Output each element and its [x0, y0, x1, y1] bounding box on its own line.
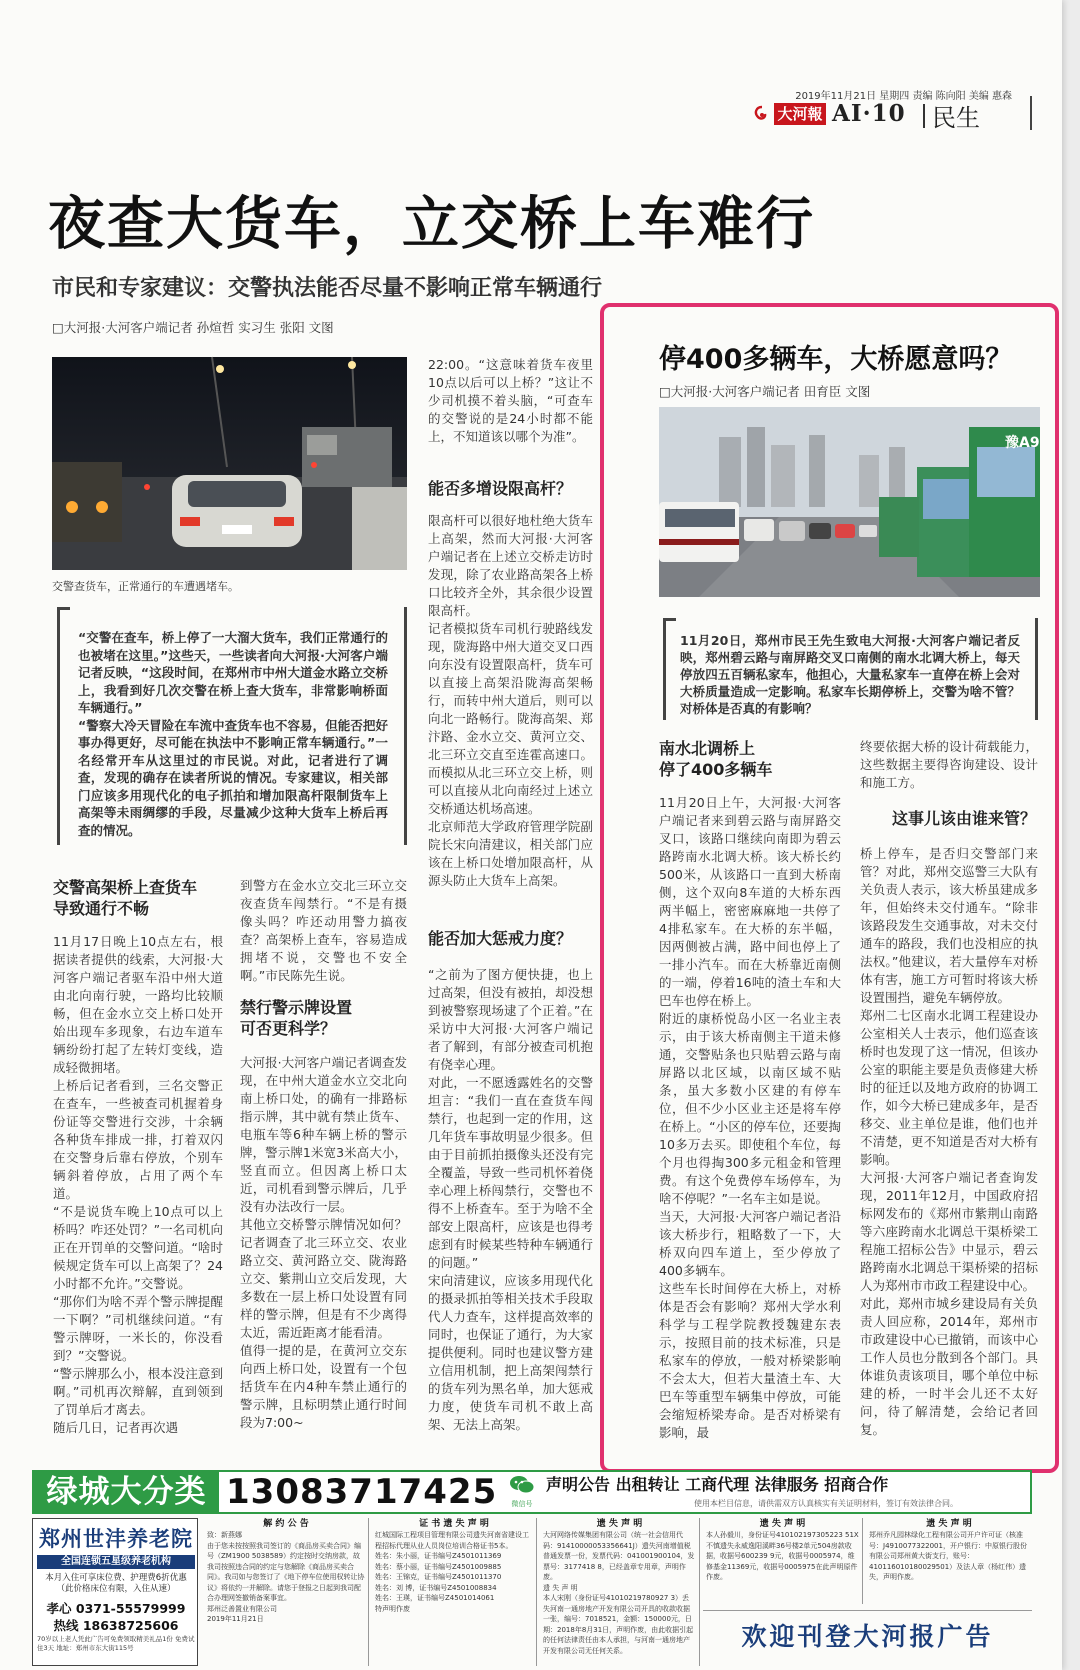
notice-1 — [204, 1518, 369, 1666]
notice-4-body: 本人孙毅川，身份证号410102197305223 51X不慎遗失永威逸阳溪畔36号楼2单元504房款收据，收据号600239 9元，收据号0005974，维修基金11369元，收据号0005975在此声明原件作废。 — [706, 1531, 859, 1581]
main-subhead: 市民和专家建议：交警执法能否尽量不影响正常车辆通行 — [52, 276, 603, 301]
paper-logo — [752, 103, 826, 127]
truck-plate-text: 豫A9 — [1005, 435, 1040, 451]
main-column-2b: 大河报·大河客户端记者调查发现，在中州大道金水立交北向南上桥口处，的确有一排路标指示牌，其中就有禁止货车、电瓶车等6种车辆上桥的警示牌，警示牌1米宽3米高大小，竖直而立。但因离上桥口太近，司机看到警示牌后，几乎没有办法改行一层。 其他立交桥警示牌情况如何？记者调查了北三环立交、农业路立交、黄河路立交、陇海路立交、紫荆山立交后发现，大多数在一层上桥口处设置有同样的警示牌，但是有不少离得太近，需近距离才能看清。 值得一提的是，在黄河立交东向西上桥口处，设置有一个包括货车在内4种车禁止通行的警示牌，且标明禁止通行时间段为7:00~ — [240, 1055, 407, 1430]
main-subhead-1: 交警高架桥上查货车 导致通行不畅 — [53, 878, 198, 918]
notice-2-title: 证 书 遗 失 声 明 — [419, 1519, 489, 1529]
wechat-badge — [504, 1474, 540, 1510]
wechat-label: 微信号 — [511, 1500, 533, 1508]
notice-4-title: 遗 失 声 明 — [759, 1519, 806, 1529]
notice-2 — [372, 1518, 537, 1666]
elder-care-phone-1: 孝心 0371-55579999 — [46, 1601, 186, 1616]
header-rule — [1030, 96, 1032, 130]
notice-2-body: 红城国际工程项目管理有限公司遗失河南省建设工程招标代理从业人员岗位培训合格证书5本。 姓名：朱小丽，证书编号Z4501011369 姓名：蔡小丽，证书编号Z4501009885 姓名：王锦克，证书编号Z4501011370 姓名：刘 博，证书编号Z4501008834 姓名：王瑛，证书编号Z4501014061 特声明作废 — [375, 1531, 529, 1613]
ad-banner-phone: 13083717425 — [226, 1472, 498, 1512]
main-byline: □大河报·大河客户端记者 孙煊哲 实习生 张阳 文图 — [52, 320, 334, 335]
side-column-1: 11月20日上午，大河报·大河客户端记者来到碧云路与南屏路交叉口，该路口继续向南即为碧云路跨南水北调大桥。该大桥长约500米，从该路口一直到大桥南侧，这个双向8车道的大桥东西两半幅上，密密麻麻地一共停了4排私家车。在大桥的东半幅，因两侧被占满，路中间也停上了一排小汽车。而在大桥靠近南侧的一端，停着16吨的渣土车和大巴车也停在桥上。 附近的康桥悦岛小区一名业主表示，由于该大桥南侧主干道未修通，交警贴条也只贴碧云路与南屏路以北区域，以南区域不贴条，虽大多数小区建的有停车位，但不少小区业主还是将车停在桥上。“小区的停车位，还要掏10多万去买。即使租个车位，每个月也得掏300多元租金和管理费。有这个免费停车场停车，为啥不停呢？”一名车主如是说。 当天，大河报·大河客户端记者沿该大桥步行，粗略数了一下，大桥双向四车道上，至少停放了400多辆车。 这些车长时间停在大桥上，对桥体是否会有影响？郑州大学水利科学与工程学院教授魏建东表示，按照目前的技术标准，只是私家车的停放，一般对桥梁影响不会太大，但若大量渣土车、大巴车等重型车辆集中停放，可能会缩短桥梁寿命。是否对桥梁有影响，最 — [659, 795, 841, 1440]
side-headline: 停400多辆车，大桥愿意吗？ — [659, 344, 1013, 375]
side-byline: □大河报·大河客户端记者 田育臣 文图 — [659, 384, 871, 399]
elder-care-desc: 本月入住可享床位费、护理费6折优惠 （此价格床位有限，入住从速） — [45, 1573, 187, 1594]
notice-5 — [866, 1518, 1032, 1604]
ad-banner — [32, 1470, 1032, 1514]
notice-1-body: 致：新燕娜 由于您未按按照我司签订的《商品房买卖合同》编号（ZM1900 5038589）约定按时交纳房款，故我司按照违合同的约定与您解除《商品房买卖合同》。我司如与您签订了《地下停车位使用权转让协议》将依约一并解除。请您于登报之日起到我司配合办理网签撤销备案事宜。 郑州泛善置业有限公司 2019年11月21日 — [207, 1531, 365, 1623]
ad-banner-title: 绿城大分类 — [34, 1472, 219, 1512]
header-divider — [923, 104, 925, 128]
main-headline: 夜查大货车，立交桥上车难行 — [48, 191, 815, 257]
bridge-parking-image — [659, 407, 1040, 597]
main-column-3b: 限高杆可以很好地杜绝大货车上高架，然而大河报·大河客户端记者在上述立交桥走访时发现，除了农业路高架各上桥口比较齐全外，其余很少设置限高杆。 记者模拟货车司机行驶路线发现，陇海路中州大道交叉口西向东没有设置限高杆，货车可以直接上高架沿陇海高架畅行，而转中州大道后，则可以向北一路畅行。陇海高架、郑汴路、金水立交、黄河立交、北三环立交直至连霍高速口。而模拟从北三环立交上桥，则可以直接从北向南经过上述立交桥通达机场高速。 北京师范大学政府管理学院副院长宋向清建议，相关部门应该在上桥口处增加限高杆，从源头防止大货车上高架。 — [428, 513, 593, 888]
photo-caption: 交警查货车，正常通行的车遭遇堵车。 — [52, 580, 239, 593]
main-column-1: 11月17日晚上10点左右，根据读者提供的线索，大河报·大河客户端记者驱车沿中州大道由北向南行驶，一路均比较顺畅，但在金水立交上桥口处开始出现车多现象，右边车道车辆纷纷打起了左转灯变线，造成轻微拥堵。 上桥后记者看到，三名交警正在查车，一些被查司机握着身份证等交警进行交涉，十余辆各种货车排成一排，打着双闪在交警身后靠右停放，个别车辆斜着停放，占用了两个车道。 “不是说货车晚上10点可以上桥吗？咋还处罚？”一名司机向正在开罚单的交警问道。“啥时候规定货车可以上高架了？24小时都不允许。”交警说。 “那你们为啥不弄个警示牌提醒一下啊？”司机继续问道。“有警示牌呀，一米长的，你没看到？”交警说。 “警示牌那么小，根本没注意到啊。”司机再次辩解，直到领到了罚单后才离去。 随后几日，记者再次遇 — [53, 934, 223, 1435]
wechat-icon — [509, 1474, 535, 1496]
side-quote-box — [663, 618, 1038, 720]
main-quote-box — [57, 607, 407, 845]
bridge-parking-photo — [659, 407, 1040, 597]
main-column-2a: 到警方在金水立交北三环立交夜查货车闯禁行。“不是有摄像头吗？咋还动用警力搞夜查？高架桥上查车，容易造成拥堵不说，交警也不安全啊。”市民陈先生说。 — [240, 878, 407, 983]
side-column-2a: 终要依据大桥的设计荷载能力，这些数据主要得咨询建设、设计和施工方。 — [860, 739, 1038, 790]
ad-slogan: 欢迎刊登大河报广告 — [703, 1610, 1032, 1662]
elder-care-phone-2: 热线 18638725606 — [53, 1618, 179, 1633]
notice-3-title: 遗 失 声 明 — [596, 1519, 643, 1529]
logo-swirl-icon — [752, 105, 772, 125]
notice-3-body: 大河网络传媒集团有限公司（统一社会信用代码：91410000053356641J）遗失河南增值税普通发票一份，发票代码：041001900104，发票号：3177418 8，已经盖章专用章，声明作废。 遗 失 声 明 本人宋刚（身份证号41010219780927 3）丢失河南一通房地产开发有限公司开具的收款收据一张，编号：7018521，金额：150000元，日期：2018年8月31日，声明作废，由此收据引起的任何法律责任由本人承担，与河南一通房地产开发有限公司无任何关系。 — [543, 1531, 695, 1655]
elder-care-name: 郑州世沣养老院 — [39, 1527, 193, 1551]
side-subhead-2: 这事儿该由谁来管？ — [892, 809, 1037, 828]
night-traffic-image — [52, 357, 407, 570]
notice-5-body: 郑州乔凡园林绿化工程有限公司开户许可证（核准号：J4910077322001，开户银行：中原银行股份有限公司郑州黄大街支行，账号：410116010180029501）及法人章（杨红伟）遗失，声明作废。 — [869, 1531, 1027, 1581]
paper-name: 大河報 — [774, 103, 826, 125]
main-column-3c: “之前为了图方便快捷，也上过高架，但没有被拍，却没想到被警察现场逮了个正着。”在采访中大河报·大河客户端记者了解到，有部分被查司机抱有侥幸心理。 对此，一不愿透露姓名的交警坦言：“我们一直在查货车闯禁行，也起到一定的作用，这几年货车事故明显少很多。但由于目前抓拍摄像头还没有完全覆盖，导致一些司机怀着侥幸心理上桥闯禁行，交警也不得不上桥查车。至于为啥不全部安上限高杆，应该是也得考虑到有时候某些特种车辆通行的问题。” 宋向清建议，应该多用现代化的摄录抓拍等相关技术手段取代人力查车，这样提高效率的同时，也保证了通行，为大家提供便利。同时也建议警方建立信用机制，把上高架闯禁行的货车列为黑名单，加大惩戒力度，使货车司机不敢上高架、无法上高架。 — [428, 967, 593, 1432]
elder-care-ad — [32, 1518, 198, 1666]
side-quote-text: 11月20日，郑州市民王先生致电大河报·大河客户端记者反映，郑州碧云路与南屏路交叉口南侧的南水北调大桥上，每天停放四五百辆私家车，他担心，大量私家车一直停在桥上会对大桥质量造成一定影响。私家车长期停桥上，交警为啥不管？对桥体是否真的有影响？ — [680, 633, 1020, 716]
side-subhead-1: 南水北调桥上 停了400多辆车 — [659, 739, 773, 779]
page-number: AⅠ·10 — [832, 100, 906, 127]
elder-care-address: 70岁以上老人凭此广告可免费领取精美礼品1份 免费试住3天 地址：郑州市东大街115号 — [37, 1635, 195, 1652]
ad-banner-categories: 声明公告 出租转让 工商代理 法律服务 招商合作 — [546, 1475, 889, 1494]
notice-5-title: 遗 失 声 明 — [926, 1519, 972, 1529]
side-column-2b: 桥上停车，是否归交警部门来管？对此，郑州交巡警三大队有关负责人表示，该大桥虽建成多年，但始终未交付通车。“除非该路段发生交通事故，对未交付通车的路段，我们也没相应的执法权。”他建议，若大量停车对桥体有害，施工方可暂时将该大桥设置围挡，避免车辆停放。 郑州二七区南水北调工程建设办公室相关人士表示，他们巡查该桥时也发现了这一情况，但该办公室的职能主要是负责修建大桥时的征迁以及地方政府的协调工作，如今大桥已建成多年，是否移交、业主单位是谁，他们也并不清楚，更不知道是否对大桥有影响。 大河报·大河客户端记者查询发现，2011年12月，中国政府招标网发布的《郑州市紫荆山南路等六座跨南水北调总干渠桥梁工程施工招标公告》中显示，碧云路跨南水北调总干渠桥梁的招标人为郑州市市政工程建设中心。 对此，郑州市城乡建设局有关负责人回应称，2014年，郑州市市政建设中心已撤销，而该中心工作人员也分散到各个部门。具体谁负责该项目，哪个单位中标建的桥，一时半会儿还不太好问，待了解清楚，会给记者回复。 — [860, 846, 1038, 1437]
main-subhead-3: 能否多增设限高杆？ — [428, 479, 573, 498]
notice-1-title: 解 约 公 告 — [263, 1519, 309, 1529]
main-subhead-4: 能否加大惩戒力度？ — [428, 929, 573, 948]
section-name: 民生 — [932, 104, 980, 132]
ad-banner-note: 使用本栏目信息，请供需双方认真核实有关证明材料，签订有效法律合同。 — [694, 1499, 958, 1508]
elder-care-subtitle: 全国连锁五星级养老机构 — [37, 1555, 195, 1569]
date-line: 2019年11月21日 星期四 责编 陈向阳 美编 惠森 — [795, 91, 1012, 102]
main-subhead-2: 禁行警示牌设置 可否更科学？ — [240, 998, 353, 1038]
night-traffic-photo — [52, 357, 407, 570]
classified-area — [32, 1518, 1032, 1666]
main-quote-text: “交警在查车，桥上停了一大溜大货车，我们正常通行的也被堵在这里。”这些天，一些读者向大河报·大河客户端记者反映，“这段时间，在郑州市中州大道金水路立交桥上，我看到好几次交警在桥上查大货车，非常影响桥面车辆通行。” “警察大冷天冒险在车流中查货车也不容易，但能否把好事办得更好，尽可能在执法中不影响正常车辆通行。”一名经常开车从这里过的市民说。对此，记者进行了调查，发现的确存在读者所说的情况。专家建议，相关部门应该多用现代化的电子抓拍和增加限高杆限制货车上高架等未雨绸缪的手段，尽量减少这种大货车上桥后再查的情况。 — [78, 630, 388, 838]
notice-4 — [703, 1518, 863, 1604]
notice-3 — [540, 1518, 700, 1666]
main-column-3a: 22:00。“这意味着货车夜里10点以后可以上桥？”这让不少司机摸不着头脑，“可查车的交警说的是24小时都不能上，不知道该以哪个为准”。 — [428, 357, 593, 444]
